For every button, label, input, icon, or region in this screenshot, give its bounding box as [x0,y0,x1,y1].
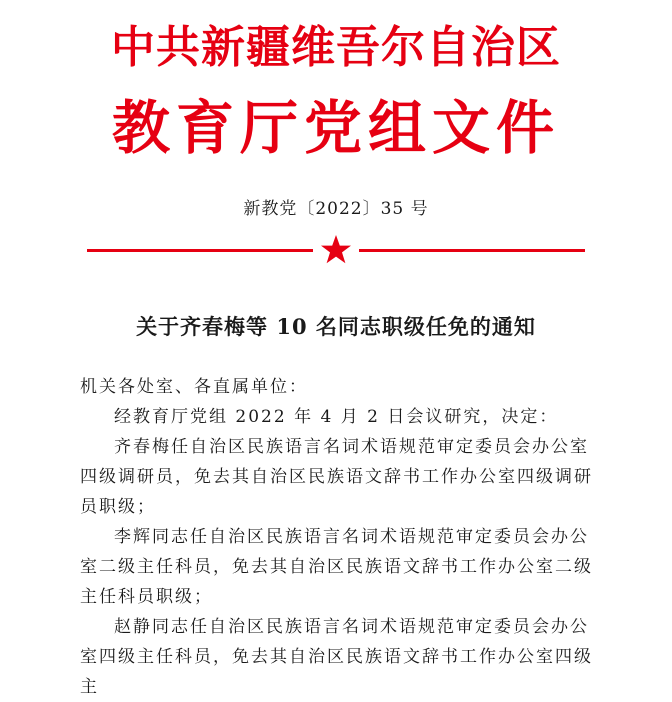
paragraph-appointment-3: 赵静同志任自治区民族语言名词术语规范审定委员会办公室四级主任科员，免去其自治区民族语文辞书工作办公室四级主 [80,617,593,697]
paragraph-decision: 经教育厅党组 2022 年 4 月 2 日会议研究，决定： [114,407,559,427]
star-icon [320,234,352,266]
document-number: 新教党〔2022〕35 号 [243,199,429,219]
header-document-line: 教育厅党组文件 [111,94,560,162]
red-divider-right [359,249,585,252]
paragraph-appointment-1: 齐春梅任自治区民族语言名词术语规范审定委员会办公室四级调研员，免去其自治区民族语文辞书工作办公室四级调研员职级； [80,437,593,517]
paragraph-appointment-2: 李辉同志任自治区民族语言名词术语规范审定委员会办公室二级主任科员，免去其自治区民族语文辞书工作办公室二级主任科员职级； [80,527,593,607]
red-divider-left [87,249,313,252]
document-title: 关于齐春梅等 10 名同志职级任免的通知 [136,314,536,339]
salutation: 机关各处室、各直属单位： [80,377,308,397]
header-org-line: 中共新疆维吾尔自治区 [111,22,561,73]
